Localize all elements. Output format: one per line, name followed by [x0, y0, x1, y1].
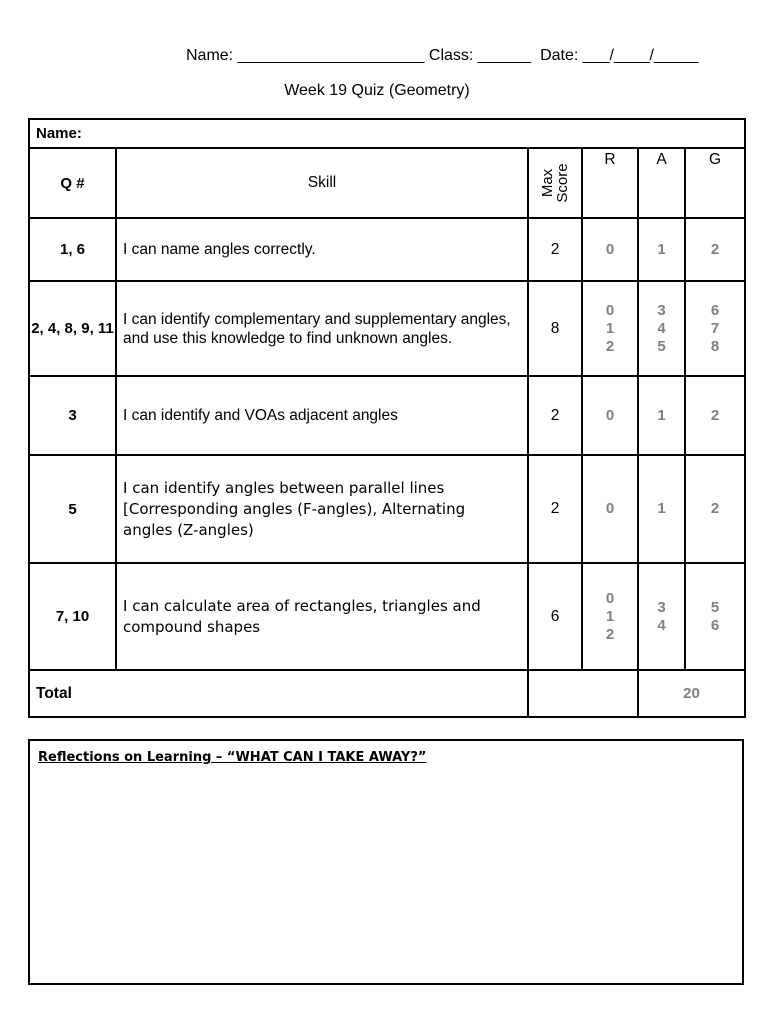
student-info-line: Name: _____________________ Class: ______ Date: ___/____/_____: [186, 47, 699, 64]
score-a: 3 4 5: [638, 281, 685, 376]
table-row: [29, 218, 745, 281]
column-header-r: R: [582, 148, 638, 218]
rag-assessment-table: [28, 118, 746, 718]
score-a: 1: [638, 218, 685, 281]
table-row: [29, 376, 745, 455]
score-r: 0: [582, 218, 638, 281]
question-numbers: 7, 10: [29, 563, 116, 670]
skill-statement: I can identify complementary and supplementary angles, and use this knowledge to find unknown angles.: [116, 281, 528, 376]
skill-statement: I can identify angles between parallel lines [Corresponding angles (F-angles), Alternating angles (Z-angles): [116, 455, 528, 563]
max-score: 8: [528, 281, 582, 376]
quiz-title: Week 19 Quiz (Geometry): [284, 82, 470, 99]
score-g: 6 7 8: [685, 281, 745, 376]
score-g: 2: [685, 455, 745, 563]
question-numbers: 2, 4, 8, 9, 11: [29, 281, 116, 376]
skill-statement: I can calculate area of rectangles, triangles and compound shapes: [116, 563, 528, 670]
max-score: 6: [528, 563, 582, 670]
max-score: 2: [528, 455, 582, 563]
column-header-a: A: [638, 148, 685, 218]
column-header-skill: Skill: [116, 148, 528, 218]
table-total-row: [29, 670, 745, 717]
max-score-label: Max Score: [539, 163, 571, 203]
question-numbers: 5: [29, 455, 116, 563]
score-g: 2: [685, 376, 745, 455]
score-a: 1: [638, 455, 685, 563]
score-r: 0: [582, 455, 638, 563]
column-header-g: G: [685, 148, 745, 218]
score-g: 5 6: [685, 563, 745, 670]
total-value: 20: [638, 670, 745, 717]
table-name-row: [29, 119, 745, 148]
total-blank-cell: [528, 670, 638, 717]
column-header-q: Q #: [29, 148, 116, 218]
score-a: 3 4: [638, 563, 685, 670]
question-numbers: 3: [29, 376, 116, 455]
table-row: [29, 563, 745, 670]
table-name-label: Name:: [29, 119, 745, 148]
score-r: 0 1 2: [582, 281, 638, 376]
score-g: 2: [685, 218, 745, 281]
table-header-row: [29, 148, 745, 218]
score-r: 0: [582, 376, 638, 455]
max-score: 2: [528, 376, 582, 455]
total-label: Total: [29, 670, 528, 717]
score-r: 0 1 2: [582, 563, 638, 670]
table-row: [29, 281, 745, 376]
score-a: 1: [638, 376, 685, 455]
skill-statement: I can name angles correctly.: [116, 218, 528, 281]
column-header-max-score: [528, 148, 582, 218]
reflection-title: Reflections on Learning – “WHAT CAN I TAKE AWAY?”: [38, 750, 427, 765]
table-row: [29, 455, 745, 563]
skill-statement: I can identify and VOAs adjacent angles: [116, 376, 528, 455]
reflection-box[interactable]: [28, 739, 744, 985]
max-score: 2: [528, 218, 582, 281]
question-numbers: 1, 6: [29, 218, 116, 281]
